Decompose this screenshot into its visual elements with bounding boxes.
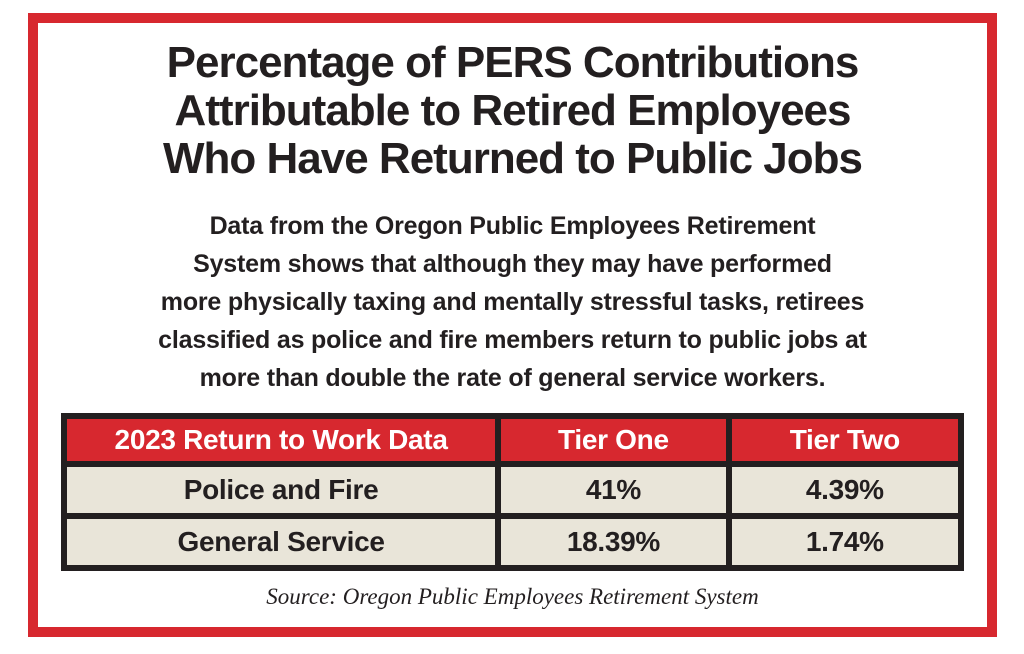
description-line-1: Data from the Oregon Public Employees Retirement bbox=[209, 212, 816, 240]
table-row bbox=[64, 516, 961, 568]
table-row bbox=[64, 464, 961, 516]
red-border-frame bbox=[28, 13, 997, 637]
title-line-1: Percentage of PERS Contributions bbox=[166, 38, 859, 87]
title-line-2: Attributable to Retired Employees bbox=[174, 86, 851, 135]
source-citation: Source: Oregon Public Employees Retirement System bbox=[266, 584, 759, 609]
description-line-5: more than double the rate of general service workers. bbox=[199, 364, 826, 392]
row-label-police-and-fire: Police and Fire bbox=[64, 464, 498, 516]
row-label-general-service: General Service bbox=[64, 516, 498, 568]
header-cell-category: 2023 Return to Work Data bbox=[64, 416, 498, 464]
header-cell-tier-two: Tier Two bbox=[729, 416, 961, 464]
table-header-row bbox=[64, 416, 961, 464]
return-to-work-table bbox=[61, 413, 964, 571]
police-and-fire-tier-one-value: 41% bbox=[498, 464, 729, 516]
description-paragraph bbox=[38, 207, 987, 397]
header-cell-tier-one: Tier One bbox=[498, 416, 729, 464]
description-line-4: classified as police and fire members return to public jobs at bbox=[158, 326, 867, 354]
police-and-fire-tier-two-value: 4.39% bbox=[729, 464, 961, 516]
description-line-3: more physically taxing and mentally stressful tasks, retirees bbox=[160, 288, 865, 316]
title-line-3: Who Have Returned to Public Jobs bbox=[163, 134, 862, 183]
description-line-2: System shows that although they may have performed bbox=[193, 250, 832, 278]
page-title bbox=[38, 39, 987, 183]
general-service-tier-one-value: 18.39% bbox=[498, 516, 729, 568]
general-service-tier-two-value: 1.74% bbox=[729, 516, 961, 568]
